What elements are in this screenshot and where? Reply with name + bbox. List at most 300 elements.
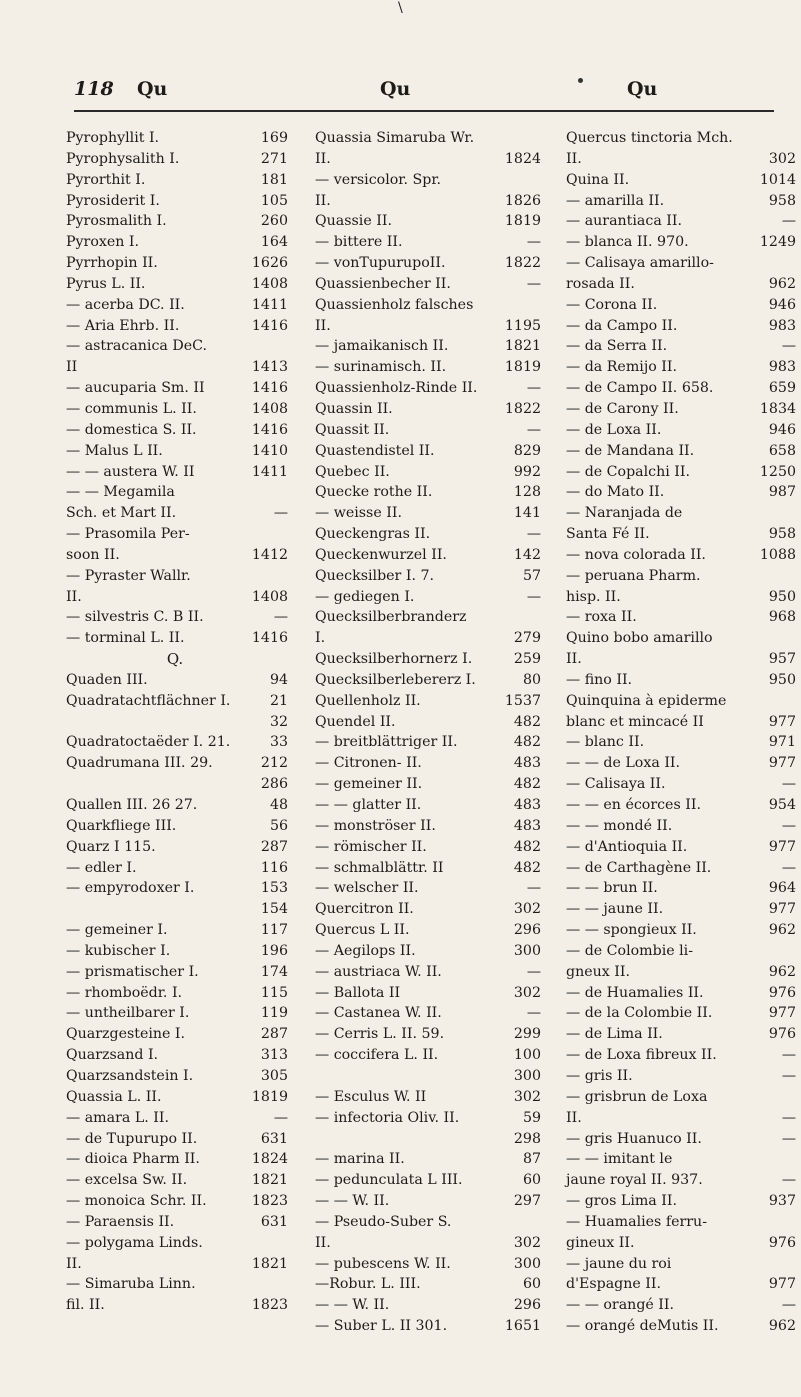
entry-term: — schmalblättr. II (315, 859, 444, 876)
entry-page-ref: 296 (513, 922, 541, 939)
entry-page-ref: 1819 (251, 1088, 288, 1105)
index-entry (566, 795, 796, 816)
entry-page-ref: 169 (260, 130, 288, 146)
entry-term: — infectoria Oliv. II. (315, 1109, 460, 1126)
entry-term: Quarkfliege III. (66, 817, 177, 834)
entry-term: — Naranjada de (566, 505, 683, 522)
entry-page-ref: — (781, 776, 796, 793)
entry-term: — kubischer I. (66, 942, 171, 959)
entry-term: — pubescens W. II. (315, 1255, 451, 1272)
entry-term: — — spongieux II. (566, 922, 697, 939)
index-column-1 (66, 128, 288, 1316)
entry-page-ref: 302 (513, 1088, 541, 1105)
entry-term: Queckengras II. (315, 526, 431, 543)
entry-page-ref: — (526, 963, 541, 980)
entry-term: — torminal L. II. (66, 630, 185, 647)
entry-page-ref (792, 691, 796, 712)
entry-page-ref: 971 (768, 734, 796, 751)
entry-term: — acerba DC. II. (66, 296, 185, 313)
entry-term: — Ballota II (315, 984, 401, 1001)
entry-term: — blanca II. 970. (566, 234, 689, 251)
index-entry (315, 670, 541, 691)
entry-term: — gris Huanuco II. (566, 1130, 702, 1147)
top-mark: \ (398, 0, 403, 16)
entry-page-ref: 302 (513, 901, 541, 918)
entry-page-ref: 631 (260, 1213, 288, 1230)
index-entry (66, 899, 288, 920)
entry-page-ref (792, 566, 796, 587)
entry-page-ref: 983 (768, 359, 796, 376)
index-entry (66, 357, 288, 378)
entry-term: — Aegilops II. (315, 942, 416, 959)
index-entry (566, 837, 796, 858)
entry-page-ref: 142 (513, 546, 541, 563)
index-entry (66, 1087, 288, 1108)
entry-term: Quadratachtflächner I. (66, 692, 231, 709)
entry-page-ref (284, 482, 288, 503)
entry-term: Pyrophysalith I. (66, 150, 180, 167)
entry-term: — vonTupurupoII. (315, 255, 446, 272)
entry-page-ref: — (526, 526, 541, 543)
entry-term: — coccifera L. II. (315, 1047, 439, 1064)
entry-page-ref: 1250 (759, 463, 796, 480)
entry-term: — austriaca W. II. (315, 963, 442, 980)
entry-page-ref: 482 (513, 734, 541, 751)
entry-page-ref: 115 (260, 984, 288, 1001)
entry-page-ref (284, 336, 288, 357)
index-entry (66, 149, 288, 170)
entry-term: — — austera W. II (66, 463, 195, 480)
index-entry (315, 232, 541, 253)
entry-page-ref: 977 (768, 838, 796, 855)
entry-page-ref: 57 (522, 567, 541, 584)
index-entry (66, 691, 288, 712)
index-entry (315, 1066, 541, 1087)
entry-term: — versicolor. Spr. (315, 171, 442, 188)
entry-page-ref: 976 (768, 984, 796, 1001)
index-entry (566, 1087, 796, 1108)
entry-term: — fino II. (566, 671, 633, 688)
entry-term: — de Tupurupo II. (66, 1130, 198, 1147)
entry-term: — orangé deMutis II. (566, 1318, 719, 1335)
entry-page-ref: 1408 (251, 588, 288, 605)
entry-term: Sch. et Mart II. (66, 505, 177, 522)
entry-page-ref: 983 (768, 317, 796, 334)
entry-page-ref: 196 (260, 942, 288, 959)
index-entry (66, 1066, 288, 1087)
index-entry (66, 1295, 288, 1316)
entry-term: II. (315, 192, 331, 209)
entry-page-ref: — (526, 380, 541, 397)
entry-page-ref: 958 (768, 526, 796, 543)
entry-page-ref: 80 (522, 671, 541, 688)
entry-page-ref (284, 524, 288, 545)
entry-page-ref: 482 (513, 838, 541, 855)
index-entry (566, 1254, 796, 1275)
entry-page-ref: 279 (513, 630, 541, 647)
index-column-3 (566, 128, 796, 1337)
running-head-left: Qu (137, 78, 168, 100)
entry-page-ref: 154 (260, 901, 288, 918)
index-entry (566, 253, 796, 274)
index-entry (566, 566, 796, 587)
entry-term: Quercus tinctoria Mch. (566, 130, 733, 146)
index-entry (566, 774, 796, 795)
index-entry (66, 1191, 288, 1212)
entry-page-ref: 992 (513, 463, 541, 480)
entry-term: Quinquina à epiderme (566, 692, 727, 709)
entry-term: — Prasomila Per- (66, 526, 190, 543)
index-entry (315, 149, 541, 170)
entry-page-ref: 483 (513, 755, 541, 772)
index-entry (66, 670, 288, 691)
entry-page-ref: 300 (513, 1255, 541, 1272)
index-entry (66, 545, 288, 566)
index-entry (66, 232, 288, 253)
entry-term: II. (566, 150, 582, 167)
entry-page-ref: 483 (513, 797, 541, 813)
entry-term: — dioica Pharm II. (66, 1151, 200, 1168)
entry-page-ref: 1408 (251, 400, 288, 417)
entry-term: — Huamalies ferru- (566, 1213, 707, 1230)
entry-term: II. (66, 588, 82, 605)
index-entry (315, 1295, 541, 1316)
entry-term: — Corona II. (566, 296, 658, 313)
entry-page-ref (792, 253, 796, 274)
entry-page-ref: 1411 (251, 296, 288, 313)
index-entry (315, 816, 541, 837)
index-entry (566, 316, 796, 337)
index-entry (66, 1254, 288, 1275)
entry-term: II. (315, 317, 331, 334)
entry-term: — Esculus W. II (315, 1088, 427, 1105)
entry-page-ref: 1416 (251, 630, 288, 647)
index-entry (315, 941, 541, 962)
entry-page-ref: 1821 (504, 338, 541, 355)
entry-page-ref: — (526, 1005, 541, 1022)
entry-term: — roxa II. (566, 609, 637, 626)
index-entry (66, 399, 288, 420)
entry-term: Quecksilber I. 7. (315, 567, 434, 584)
entry-term: — Pseudo-Suber S. (315, 1213, 452, 1230)
entry-page-ref: 174 (260, 963, 288, 980)
index-entry (566, 1108, 796, 1129)
index-entry (315, 878, 541, 899)
entry-term: Queckenwurzel II. (315, 546, 447, 563)
entry-term: — de Mandana II. (566, 442, 695, 459)
entry-page-ref (792, 503, 796, 524)
entry-page-ref: 1834 (759, 400, 796, 417)
index-entry (566, 462, 796, 483)
entry-term: Quarzgesteine I. (66, 1026, 186, 1043)
entry-page-ref: 298 (513, 1130, 541, 1147)
entry-term: Quarz I 115. (66, 838, 156, 855)
index-entry (315, 753, 541, 774)
entry-page-ref: 87 (522, 1151, 541, 1168)
entry-term: Pyrorthit I. (66, 171, 146, 188)
index-entry (566, 753, 796, 774)
entry-term: Santa Fé II. (566, 526, 650, 543)
entry-term: — prismatischer I. (66, 963, 199, 980)
index-entry (566, 691, 796, 712)
entry-term: — surinamisch. II. (315, 359, 447, 376)
entry-term: gineux II. (566, 1234, 635, 1251)
index-entry (566, 399, 796, 420)
entry-page-ref (792, 941, 796, 962)
index-entry (566, 920, 796, 941)
entry-term: Quecksilberhornerz I. (315, 651, 473, 668)
entry-term: — pedunculata L III. (315, 1172, 463, 1189)
entry-term: — edler I. (66, 859, 137, 876)
index-entry (315, 858, 541, 879)
index-entry (315, 628, 541, 649)
index-entry (66, 1108, 288, 1129)
index-entry (315, 712, 541, 733)
index-entry (566, 232, 796, 253)
entry-page-ref: — (781, 1172, 796, 1189)
entry-page-ref: 260 (260, 213, 288, 230)
index-entry (66, 211, 288, 232)
entry-page-ref: 968 (768, 609, 796, 626)
entry-page-ref: — (781, 859, 796, 876)
entry-term: II. (66, 1255, 82, 1272)
entry-term: — marina II. (315, 1151, 405, 1168)
index-entry (315, 274, 541, 295)
entry-page-ref: 1651 (504, 1318, 541, 1335)
entry-term: — communis L. II. (66, 400, 197, 417)
entry-term: — jaune du roi (566, 1255, 672, 1272)
index-entry (315, 524, 541, 545)
entry-page-ref: 954 (768, 797, 796, 813)
index-column-2 (315, 128, 541, 1337)
entry-page-ref: 1411 (251, 463, 288, 480)
entry-term: — gemeiner II. (315, 776, 423, 793)
index-entry (566, 712, 796, 733)
entry-page-ref: — (781, 1047, 796, 1064)
index-entry (315, 1316, 541, 1337)
index-entry (566, 295, 796, 316)
index-entry (315, 1149, 541, 1170)
entry-term: Quecksilberlebererz I. (315, 671, 476, 688)
index-entry (566, 962, 796, 983)
entry-page-ref: 302 (513, 1234, 541, 1251)
index-entry (66, 1212, 288, 1233)
index-entry (315, 128, 541, 149)
index-entry (315, 774, 541, 795)
entry-page-ref: 116 (260, 859, 288, 876)
entry-term: — jamaikanisch II. (315, 338, 449, 355)
entry-term: II. (315, 150, 331, 167)
entry-page-ref: 313 (260, 1047, 288, 1064)
entry-page-ref: 977 (768, 901, 796, 918)
entry-page-ref (537, 607, 541, 628)
index-entry (66, 795, 288, 816)
entry-page-ref: 32 (269, 713, 288, 730)
entry-page-ref: 305 (260, 1067, 288, 1084)
entry-page-ref (537, 128, 541, 149)
index-entry (566, 1129, 796, 1150)
index-entry (315, 462, 541, 483)
entry-term: — aurantiaca II. (566, 213, 683, 230)
index-entry (315, 691, 541, 712)
entry-term: Quassia L. II. (66, 1088, 162, 1105)
index-entry (66, 649, 288, 670)
index-entry (315, 1212, 541, 1233)
entry-term: — Castanea W. II. (315, 1005, 442, 1022)
entry-term: — — jaune II. (566, 901, 664, 918)
entry-page-ref: 482 (513, 713, 541, 730)
entry-page-ref: 1823 (251, 1193, 288, 1210)
entry-term: — Aria Ehrb. II. (66, 317, 180, 334)
entry-term: Quercitron II. (315, 901, 414, 918)
entry-page-ref: — (526, 234, 541, 251)
index-entry (315, 253, 541, 274)
entry-term: Quassienholz falsches (315, 296, 474, 313)
entry-term: — breitblättriger II. (315, 734, 458, 751)
entry-term: — — W. II. (315, 1193, 390, 1210)
index-entry (315, 962, 541, 983)
index-entry (315, 316, 541, 337)
index-entry (566, 1149, 796, 1170)
entry-page-ref (792, 1149, 796, 1170)
running-head-right: Qu (627, 78, 658, 100)
entry-page-ref: — (273, 1109, 288, 1126)
index-entry (66, 941, 288, 962)
index-entry (315, 732, 541, 753)
entry-term: — gemeiner I. (66, 922, 168, 939)
index-entry (315, 170, 541, 191)
entry-page-ref: 977 (768, 713, 796, 730)
entry-term: — Suber L. II 301. (315, 1318, 448, 1335)
entry-term: — römischer II. (315, 838, 427, 855)
entry-page-ref: 1413 (251, 359, 288, 376)
entry-page-ref: 1412 (251, 546, 288, 563)
index-entry (566, 336, 796, 357)
index-entry (566, 670, 796, 691)
index-entry (566, 211, 796, 232)
entry-term: — de Carony II. (566, 400, 679, 417)
entry-page-ref: 300 (513, 1067, 541, 1084)
entry-term: — de Copalchi II. (566, 463, 691, 480)
entry-term: Quecksilberbranderz (315, 609, 467, 626)
index-entry (566, 628, 796, 649)
index-entry (566, 858, 796, 879)
entry-page-ref: 1537 (504, 692, 541, 709)
index-entry (315, 1108, 541, 1129)
entry-term: Q. (166, 650, 184, 669)
index-entry (315, 1024, 541, 1045)
index-entry (566, 149, 796, 170)
entry-term: Quebec II. (315, 463, 390, 480)
index-entry (566, 482, 796, 503)
index-entry (66, 732, 288, 753)
entry-page-ref: 631 (260, 1130, 288, 1147)
entry-page-ref: 105 (260, 192, 288, 209)
entry-page-ref: 1819 (504, 213, 541, 230)
index-entry (66, 336, 288, 357)
entry-term: II. (566, 1109, 582, 1126)
index-entry (566, 1295, 796, 1316)
entry-term: rosada II. (566, 275, 635, 292)
entry-term: soon II. (66, 546, 120, 563)
index-entry (66, 920, 288, 941)
entry-page-ref: — (781, 213, 796, 230)
entry-page-ref: 964 (768, 880, 796, 897)
index-entry (66, 1274, 288, 1295)
entry-term: Pyroxen I. (66, 234, 140, 251)
index-entry (315, 837, 541, 858)
entry-page-ref: 946 (768, 421, 796, 438)
entry-term: Quendel II. (315, 713, 396, 730)
entry-term: Quino bobo amarillo (566, 630, 713, 647)
index-entry (66, 1003, 288, 1024)
entry-page-ref: 1821 (251, 1255, 288, 1272)
entry-term: — weisse II. (315, 505, 402, 522)
entry-term: I. (315, 630, 326, 647)
entry-term: Quassin II. (315, 400, 393, 417)
entry-term: — grisbrun de Loxa (566, 1088, 708, 1105)
index-entry (566, 607, 796, 628)
index-entry (66, 420, 288, 441)
index-entry (315, 336, 541, 357)
entry-page-ref: 658 (768, 442, 796, 459)
entry-term: — blanc II. (566, 734, 645, 751)
entry-page-ref: 1249 (759, 234, 796, 251)
entry-page-ref: 119 (260, 1005, 288, 1022)
entry-page-ref: — (781, 1067, 796, 1084)
entry-page-ref: 48 (269, 797, 288, 813)
entry-page-ref: 286 (260, 776, 288, 793)
entry-page-ref: — (781, 338, 796, 355)
entry-page-ref: 164 (260, 234, 288, 251)
entry-page-ref: 287 (260, 1026, 288, 1043)
entry-term: — Calisaya II. (566, 776, 666, 793)
index-entry (566, 732, 796, 753)
index-entry (66, 378, 288, 399)
entry-page-ref: 302 (513, 984, 541, 1001)
entry-page-ref: 21 (269, 692, 288, 709)
index-entry (315, 1045, 541, 1066)
entry-page-ref: 1823 (251, 1297, 288, 1314)
entry-term: — empyrodoxer I. (66, 880, 195, 897)
index-entry (566, 1212, 796, 1233)
entry-page-ref: 483 (513, 817, 541, 834)
entry-page-ref: — (526, 880, 541, 897)
index-entry (566, 1316, 796, 1337)
entry-page-ref (284, 1233, 288, 1254)
entry-term: — rhomboëdr. I. (66, 984, 183, 1001)
index-entry (315, 545, 541, 566)
entry-term: Quassia Simaruba Wr. (315, 130, 475, 146)
entry-term: II. (566, 651, 582, 668)
index-entry (66, 837, 288, 858)
index-entry (315, 357, 541, 378)
index-entry (66, 628, 288, 649)
entry-term: Quercus L II. (315, 922, 410, 939)
entry-page-ref: — (781, 1109, 796, 1126)
entry-page-ref: 1819 (504, 359, 541, 376)
entry-term: II. (315, 1234, 331, 1251)
index-entry (66, 566, 288, 587)
entry-term: Quaden III. (66, 671, 148, 688)
entry-page-ref: 1822 (504, 255, 541, 272)
entry-page-ref: 950 (768, 588, 796, 605)
index-entry (66, 1045, 288, 1066)
index-entry (315, 1129, 541, 1150)
entry-page-ref: 1416 (251, 317, 288, 334)
index-entry (66, 462, 288, 483)
index-entry (315, 795, 541, 816)
